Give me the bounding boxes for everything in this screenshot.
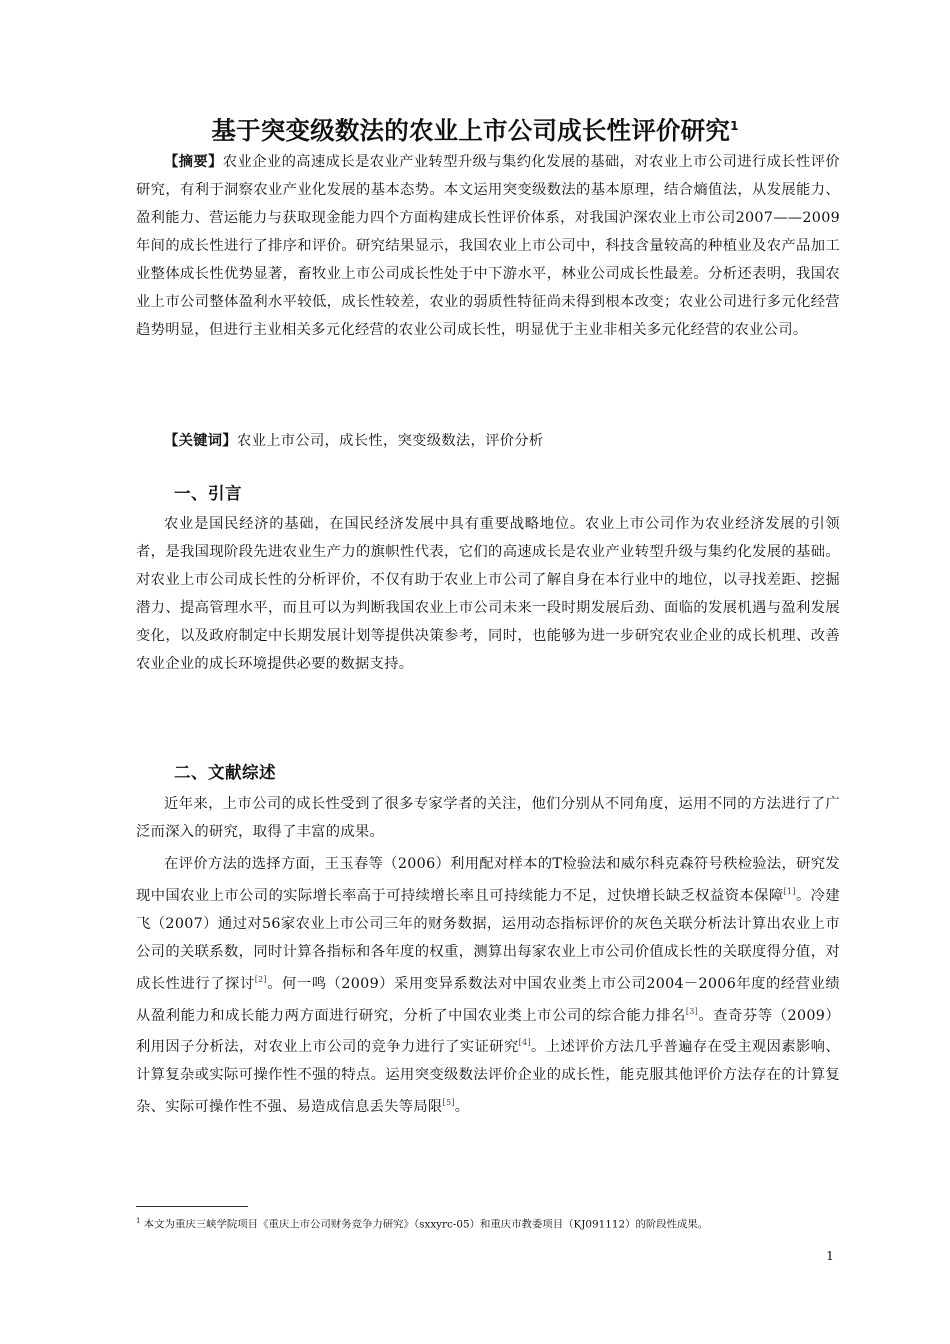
section-heading-literature-review: 二、文献综述	[174, 763, 276, 782]
literature-paragraph-1: 近年来，上市公司的成长性受到了很多专家学者的关注，他们分别从不同角度，运用不同的方法进行了广泛而深入的研究，取得了丰富的成果。	[136, 796, 840, 840]
footnote	[136, 1213, 856, 1232]
citation-ref-2: [2]	[254, 974, 267, 984]
literature-text-e: 。上述评价方法几乎普遍存在受主观因素影响、计算复杂或实际可操作性不强的特点。运用突变级数法评价企业的成长性，能克服其他评价方法存在的计算复杂、实际可操作性不强、易造成信息丢失等局限	[136, 1039, 840, 1115]
footnote-mark: 1	[136, 1217, 141, 1225]
paper-title-text: 基于突变级数法的农业上市公司成长性评价研究	[211, 116, 731, 145]
literature-paragraph-2	[136, 850, 840, 1121]
title-footnote-mark: 1	[730, 118, 739, 133]
citation-ref-3: [3]	[685, 1006, 699, 1016]
introduction-paragraph: 农业是国民经济的基础，在国民经济发展中具有重要战略地位。农业上市公司作为农业经济发展的引领者，是我国现阶段先进农业生产力的旗帜性代表，它们的高速成长是农业产业转型升级与集约化发展的基础。对农业上市公司成长性的分析评价，不仅有助于农业上市公司了解自身在本行业中的地位，以寻找差距、挖掘潜力、提高管理水平，而且可以为判断我国农业上市公司未来一段时期发展后劲、面临的发展机遇与盈利发展变化，以及政府制定中长期发展计划等提供决策参考，同时，也能够为进一步研究农业企业的成长机理、改善农业企业的成长环境提供必要的数据支持。	[136, 516, 840, 672]
keywords-paragraph	[136, 427, 840, 455]
abstract-label: 【摘要】	[164, 154, 223, 170]
citation-ref-1: [1]	[783, 887, 796, 896]
abstract-text: 农业企业的高速成长是农业产业转型升级与集约化发展的基础，对农业上市公司进行成长性评价研究，有利于洞察农业产业化发展的基本态势。本文运用突变级数法的基本原理，结合熵值法，从发展能力、盈利能力、营运能力与获取现金能力四个方面构建成长性评价体系，对我国沪深农业上市公司2007——2009年间的成长性进行了排序和评价。研究结果显示，我国农业上市公司中，科技含量较高的种植业及农产品加工业整体成长性优势显著，畜牧业上市公司成长性处于中下游水平，林业公司成长性最差。分析还表明，我国农业上市公司整体盈利水平较低，成长性较差，农业的弱质性特征尚未得到根本改变；农业公司进行多元化经营趋势明显，但进行主业相关多元化经营的农业公司成长性，明显优于主业非相关多元化经营的农业公司。	[136, 154, 840, 338]
paper-title	[0, 112, 950, 147]
literature-text-c: 。何一鸣（2009）采用变异系数法对中国农业类上市公司2004－2006年度的经营业绩从盈利能力和成长能力两方面进行研究，分析了中国农业类上市公司的综合能力排名	[136, 975, 840, 1024]
footnote-text: 本文为重庆三峡学院项目《重庆上市公司财务竞争力研究》（sxxyrc-05）和重庆市教委项目（KJ091112）的阶段性成果。	[143, 1218, 709, 1231]
literature-text-a: 在评价方法的选择方面，王玉春等（2006）利用配对样本的T检验法和威尔科克森符号秩检验法，研究发现中国农业上市公司的实际增长率高于可持续增长率且可持续能力不足，过快增长缺乏权益资本保障	[136, 856, 840, 904]
page-number: 1	[826, 1248, 834, 1263]
literature-text-f: 。	[454, 1098, 470, 1115]
literature-text-d: 。查奇芬等（2009）利用因子分析法，对农业上市公司的竞争力进行了实证研究	[136, 1007, 840, 1056]
citation-ref-5: [5]	[442, 1098, 455, 1108]
footnote-divider	[136, 1206, 248, 1207]
abstract-paragraph	[136, 148, 840, 344]
literature-text-b: 。冷建飞（2007）通过对56家农业上市公司三年的财务数据，运用动态指标评价的灰色关联分析法计算出农业上市公司的关联系数，同时计算各指标和各年度的权重，测算出每家农业上市公司价值成长性的关联度得分值，对成长性进行了探讨	[136, 887, 840, 992]
keywords-label: 【关键词】	[164, 433, 237, 449]
citation-ref-4: [4]	[518, 1038, 531, 1048]
keywords-text: 农业上市公司，成长性，突变级数法，评价分析	[236, 433, 544, 449]
section-heading-introduction: 一、引言	[174, 484, 242, 503]
